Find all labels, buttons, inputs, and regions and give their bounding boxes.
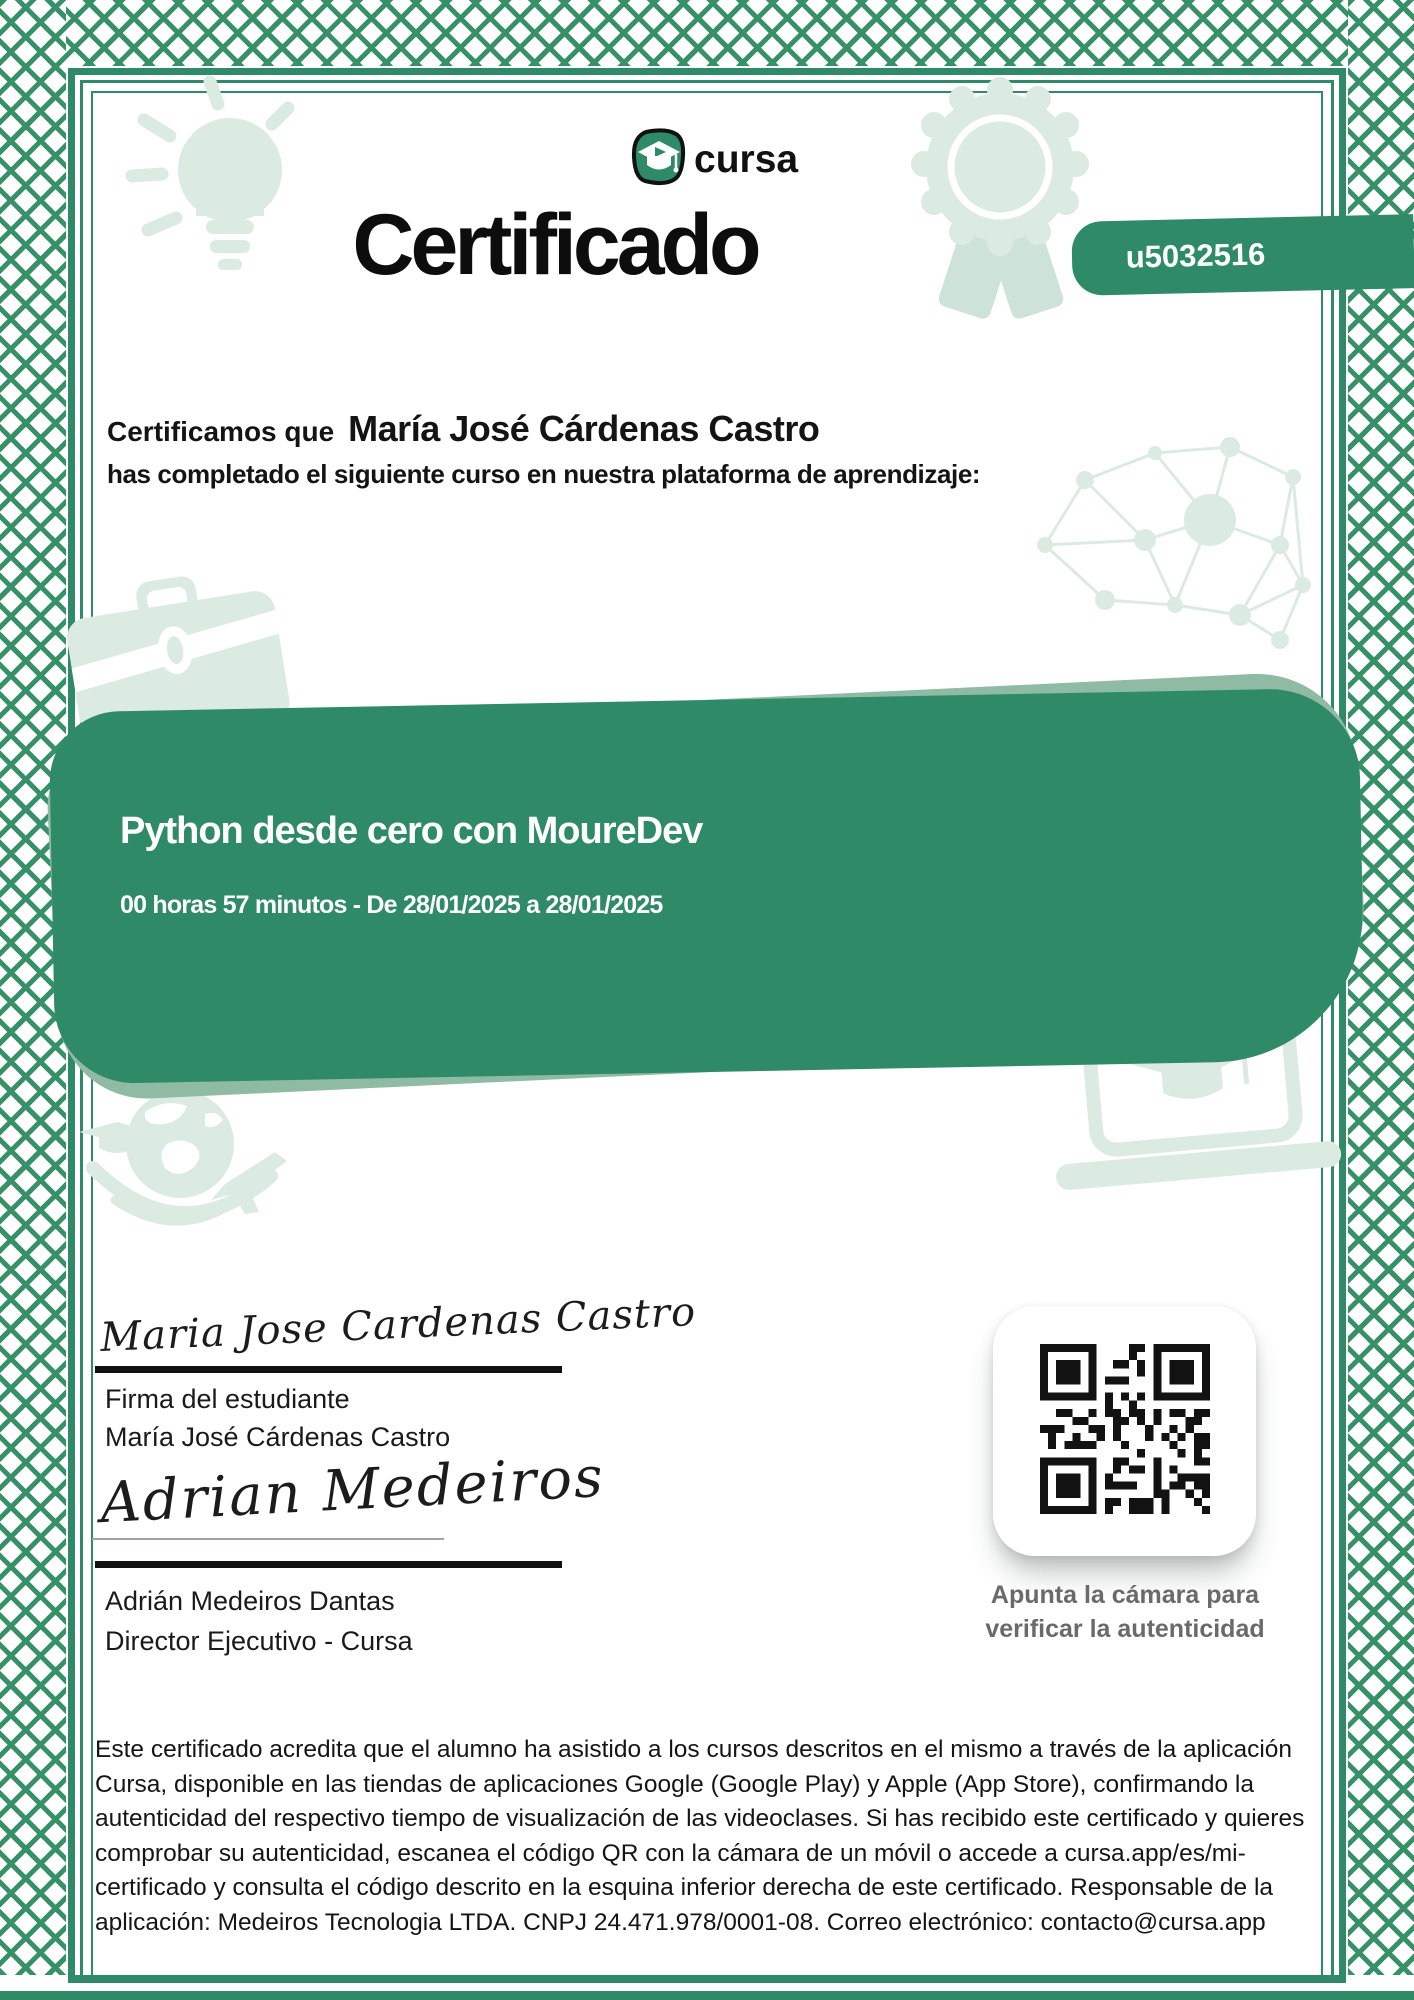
course-meta: 00 horas 57 minutos - De 28/01/2025 a 28/01/2025: [120, 891, 663, 919]
certificate-code-badge: [1071, 214, 1414, 296]
intro-suffix: has completado el siguiente curso en nuestra plataforma de aprendizaje:: [107, 459, 981, 489]
qr-card: [993, 1306, 1256, 1556]
certificate-code: u5032516: [1125, 236, 1266, 275]
course-banner: [49, 687, 1366, 1084]
certificate-title: Certificado: [352, 197, 758, 293]
qr-caption-line2: verificar la autenticidad: [985, 1615, 1265, 1643]
footer-disclaimer: Este certificado acredita que el alumno ha asistido a los cursos descritos en el mismo a través de la aplicación Cursa, disponible en las tiendas de aplicaciones Google (Google Play) y Apple (App Store), confirmando la autenticidad del respectivo tiempo de visualización de las videoclases. Si has recibido este certificado y quieres comprobar su autenticidad, escanea el código QR con la cámara de un móvil o accede a cursa.app/es/mi-certificado y consulta el código descrito en la esquina inferior derecha de este certificado. Responsable de la aplicación: Medeiros Tecnologia LTDA. CNPJ 24.471.978/0001-08. Correo electrónico: contacto@cursa.app: [95, 1736, 1305, 1936]
bottom-green-bar: [0, 1991, 1414, 2000]
globe-travel-watermark-icon: [75, 1072, 310, 1247]
intro-block: [107, 408, 1157, 490]
border-pattern-top: [0, 0, 1414, 66]
border-pattern-right: [1348, 0, 1414, 1975]
director-name: Adrián Medeiros Dantas: [105, 1586, 395, 1616]
director-signature-script: Adrian Medeiros: [98, 1444, 607, 1537]
course-title: Python desde cero con MoureDev: [120, 810, 703, 852]
student-signature-line: [95, 1366, 562, 1373]
qr-code: [1040, 1344, 1210, 1519]
qr-caption: [950, 1578, 1300, 1646]
director-signature-line: [95, 1561, 562, 1568]
student-name: María José Cárdenas Castro: [348, 408, 820, 449]
intro-prefix: Certificamos que: [107, 416, 335, 447]
director-role: Director Ejecutivo - Cursa: [105, 1626, 413, 1656]
director-signature-underline: [92, 1538, 444, 1540]
cursa-logo-wordmark: cursa: [694, 138, 799, 181]
student-signature-script: Maria Jose Cardenas Castro: [99, 1289, 698, 1361]
student-signature-label: Firma del estudiante: [105, 1384, 350, 1414]
student-signature-name: María José Cárdenas Castro: [105, 1422, 451, 1452]
cursa-logo-icon: [630, 128, 688, 186]
qr-caption-line1: Apunta la cámara para: [990, 1581, 1260, 1609]
